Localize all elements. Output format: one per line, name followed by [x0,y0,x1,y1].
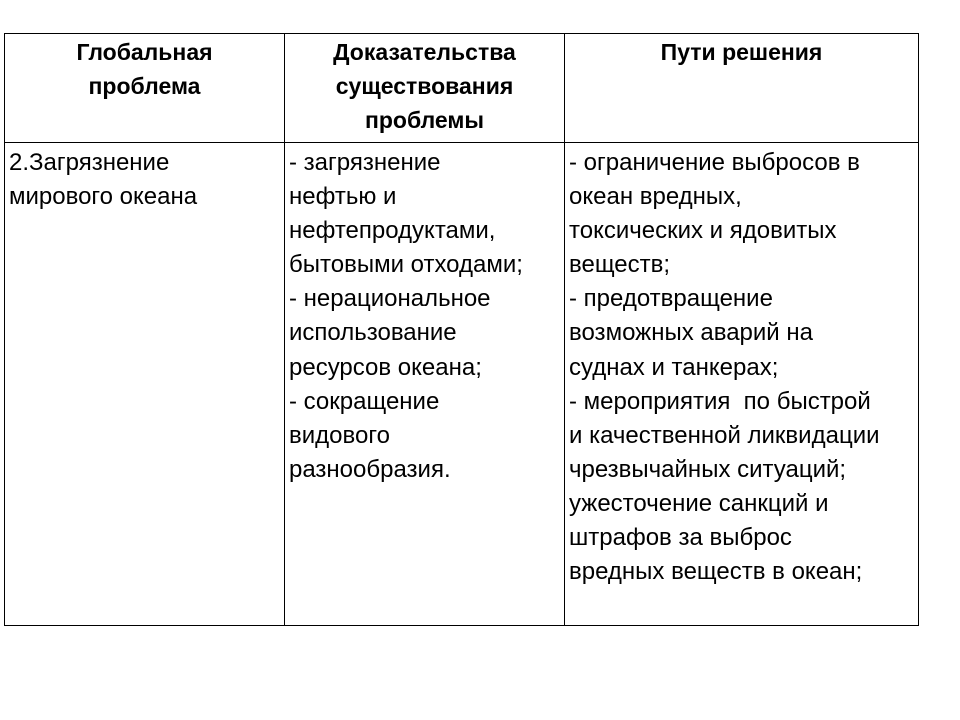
header-line: Глобальная [76,39,213,65]
cell-line: ресурсов океана; [289,353,482,381]
cell-line: бытовыми отходами; [289,251,523,279]
cell-line: ужесточение санкций и [569,489,829,517]
cell-line: - загрязнение [289,149,441,176]
cell-line: мирового океана [9,183,198,211]
cell-line: - мероприятия по быстрой [569,387,871,415]
header-row [5,34,919,143]
header-line: существования [335,73,514,99]
header-line: Пути решения [660,39,823,65]
cell-line: - сокращение [289,387,440,415]
cell-line: веществ; [569,251,671,279]
header-line: проблема [88,73,201,99]
cell-line: океан вредных, [569,183,742,211]
cell-line: нефтепродуктами, [289,217,496,245]
cell-line: видового [289,421,390,449]
cell-line: нефтью и [289,183,397,211]
header-solutions [565,34,919,143]
problems-table [4,33,919,626]
table-row [5,143,919,626]
cell-line: - предотвращение [569,285,773,313]
cell-line: чрезвычайных ситуаций; [569,455,847,483]
cell-line: - ограничение выбросов в [569,149,860,176]
cell-problem [5,143,285,626]
cell-line: вредных веществ в океан; [569,558,863,586]
cell-line: штрафов за выброс [569,524,792,552]
header-line: проблемы [364,107,485,133]
cell-solutions [565,143,919,626]
cell-line: и качественной ликвидации [569,421,880,449]
header-global-problem [5,34,285,143]
header-line: Доказательства [333,39,516,65]
header-evidence [285,34,565,143]
cell-line: использование [289,319,457,347]
cell-line: токсических и ядовитых [569,217,837,245]
cell-line: возможных аварий на [569,319,813,347]
cell-line: суднах и танкерах; [569,353,779,381]
cell-line: 2.Загрязнение [9,149,170,176]
cell-line: разнообразия. [289,455,451,483]
cell-line: - нерациональное [289,285,491,313]
cell-evidence [285,143,565,626]
